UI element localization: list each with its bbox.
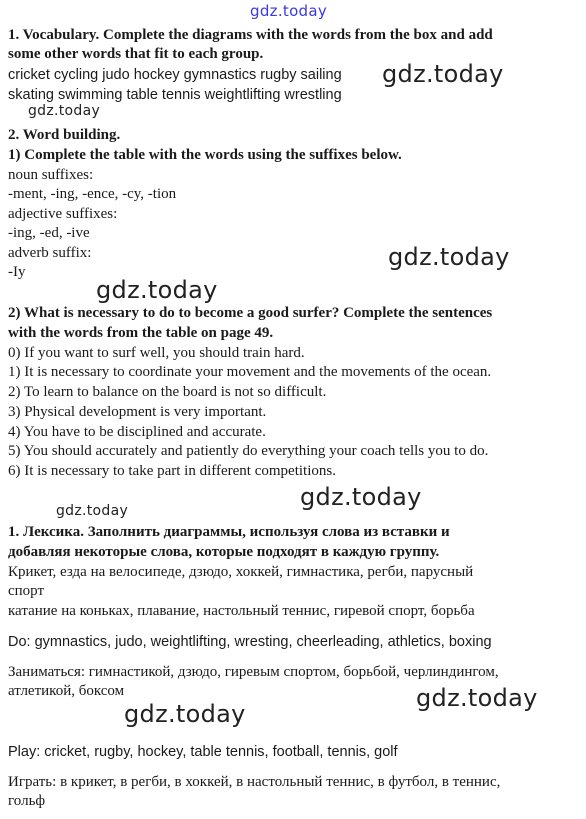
watermark: gdz.today bbox=[300, 483, 422, 511]
task-2-2-heading: 2) What is necessary to do to become a good surfer? Complete the sentences bbox=[8, 305, 493, 321]
do-group: Do: gymnastics, judo, weightlifting, wresting, cheerleading, athletics, boxing bbox=[8, 634, 492, 650]
watermark: gdz.today bbox=[124, 700, 246, 728]
noun-suffixes-label: noun suffixes: bbox=[8, 167, 94, 183]
sentence-0: 0) If you want to surf well, you should train hard. bbox=[8, 345, 305, 361]
play-group: Play: cricket, rugby, hockey, table tennis, football, tennis, golf bbox=[8, 744, 398, 760]
watermark-top: gdz.today bbox=[250, 2, 328, 20]
ru-task-1-heading-cont: добавляя некоторые слова, которые подходят в каждую группу. bbox=[8, 544, 440, 560]
ru-do-group: Заниматься: гимнастикой, дзюдо, гиревым спортом, борьбой, черлиндингом, bbox=[8, 664, 499, 680]
watermark: gdz.today bbox=[56, 503, 129, 519]
watermark: gdz.today bbox=[96, 276, 218, 304]
adjective-suffixes: -ing, -ed, -ive bbox=[8, 225, 90, 241]
watermark: gdz.today bbox=[382, 60, 504, 88]
sentence-2: 2) To learn to balance on the board is not so difficult. bbox=[8, 384, 327, 400]
sentence-6: 6) It is necessary to take part in different competitions. bbox=[8, 463, 336, 479]
adverb-suffix: -Iy bbox=[8, 264, 26, 280]
task-1-heading-cont: some other words that fit to each group. bbox=[8, 46, 264, 62]
task-2-heading: 2. Word building. bbox=[8, 127, 121, 143]
sentence-1: 1) It is necessary to coordinate your movement and the movements of the ocean. bbox=[8, 364, 492, 380]
task-2-2-heading-cont: with the words from the table on page 49. bbox=[8, 325, 274, 341]
watermark: gdz.today bbox=[388, 243, 510, 271]
task-2-1-heading: 1) Complete the table with the words using the suffixes below. bbox=[8, 147, 402, 163]
watermark: gdz.today bbox=[416, 684, 538, 712]
adverb-suffix-label: adverb suffix: bbox=[8, 245, 92, 261]
ru-word-box-line-1: Крикет, езда на велосипеде, дзюдо, хоккей, гимнастика, регби, парусный bbox=[8, 564, 474, 580]
ru-word-box-line-1-cont: спорт bbox=[8, 583, 45, 599]
sentence-4: 4) You have to be disciplined and accurate. bbox=[8, 424, 266, 440]
adjective-suffixes-label: adjective suffixes: bbox=[8, 206, 118, 222]
word-box-line-2: skating swimming table tennis weightlifting wrestling bbox=[8, 87, 342, 103]
ru-task-1-heading: 1. Лексика. Заполнить диаграммы, используя слова из вставки и bbox=[8, 524, 450, 540]
ru-play-group-cont: гольф bbox=[8, 793, 46, 809]
task-1-heading: 1. Vocabulary. Complete the diagrams with the words from the box and add bbox=[8, 27, 493, 43]
noun-suffixes: -ment, -ing, -ence, -cy, -tion bbox=[8, 186, 177, 202]
ru-do-group-cont: атлетикой, боксом bbox=[8, 683, 125, 699]
ru-word-box-line-2: катание на коньках, плавание, настольный теннис, гиревой спорт, борьба bbox=[8, 603, 475, 619]
watermark: gdz.today bbox=[28, 103, 101, 119]
sentence-5: 5) You should accurately and patiently do everything your coach tells you to do. bbox=[8, 443, 489, 459]
sentence-3: 3) Physical development is very important. bbox=[8, 404, 267, 420]
ru-play-group: Играть: в крикет, в регби, в хоккей, в настольный теннис, в футбол, в теннис, bbox=[8, 774, 501, 790]
word-box-line-1: cricket cycling judo hockey gymnastics rugby sailing bbox=[8, 67, 342, 83]
